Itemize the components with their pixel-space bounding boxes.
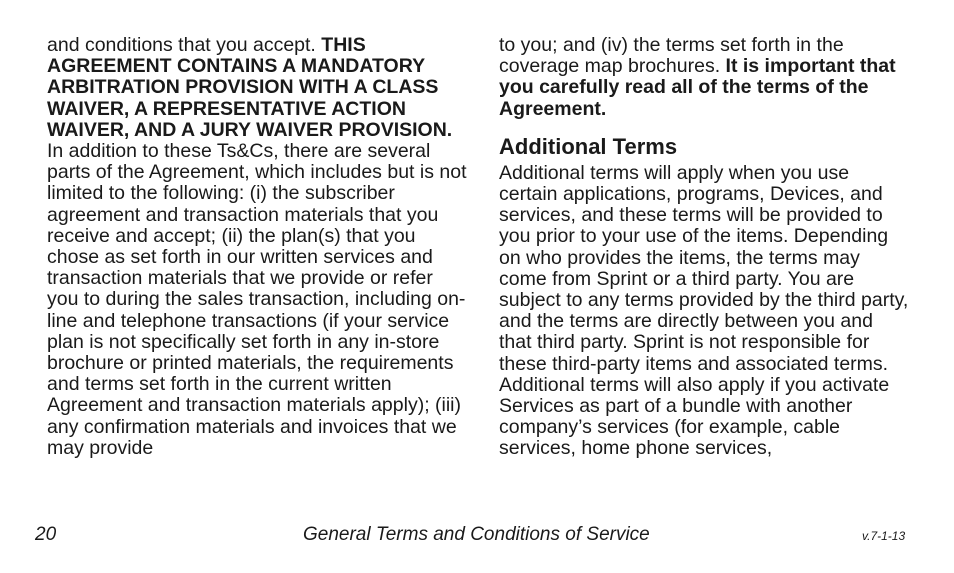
read-terms-notice: It is important that you carefully read all of the terms of the Agreement. [499, 55, 896, 120]
arbitration-notice: THIS AGREEMENT CONTAINS A MANDATORY ARBITRATION PROVISION WITH A CLASS WAIVER, A REPRESENTATIVE ACTION WAIVER, AND A JURY WAIVER PROVISION. [47, 34, 453, 141]
agreement-parts-paragraph: In addition to these Ts&Cs, there are several parts of the Agreement, which includes but is not limited to the following: (i) the subscriber agreement and transaction materials that you receive and accept; (ii) the plan(s) that you chose as set forth in our written services and transaction materials that we provide or refer you to during the sales transaction, including on-line and telephone transactions (if your service plan is not specifically set forth in any in-store brochure or printed materials, the requirements and terms set forth in the current written Agreement and transaction materials apply); (iii) any confirmation materials and invoices that we may provide [47, 140, 467, 459]
document-title: General Terms and Conditions of Service [303, 524, 650, 545]
version-label: v.7-1-13 [862, 529, 906, 543]
additional-terms-paragraph: Additional terms will apply when you use certain applications, programs, Devices, and services, and these terms will be provided to you prior to your use of the items. Depending on who provides the items, the terms may come from Sprint or a third party. You are subject to any terms provided by the third party, and the terms are directly between you and that third party. Sprint is not responsible for these third-party items and associated terms. Additional terms will also apply if you activate Services as part of a bundle with another company’s services (for example, cable services, home phone services, [499, 161, 909, 460]
arbitration-paragraph [47, 35, 467, 141]
left-column [47, 35, 467, 459]
page-number: 20 [35, 524, 57, 545]
right-column [499, 35, 909, 460]
arbitration-intro-text: and conditions that you accept. [47, 34, 322, 56]
coverage-paragraph [499, 35, 909, 120]
coverage-text: to you; and (iv) the terms set forth in the coverage map brochures. [499, 34, 844, 78]
page-footer [0, 524, 954, 548]
section-title-additional-terms: Additional Terms [499, 133, 678, 159]
